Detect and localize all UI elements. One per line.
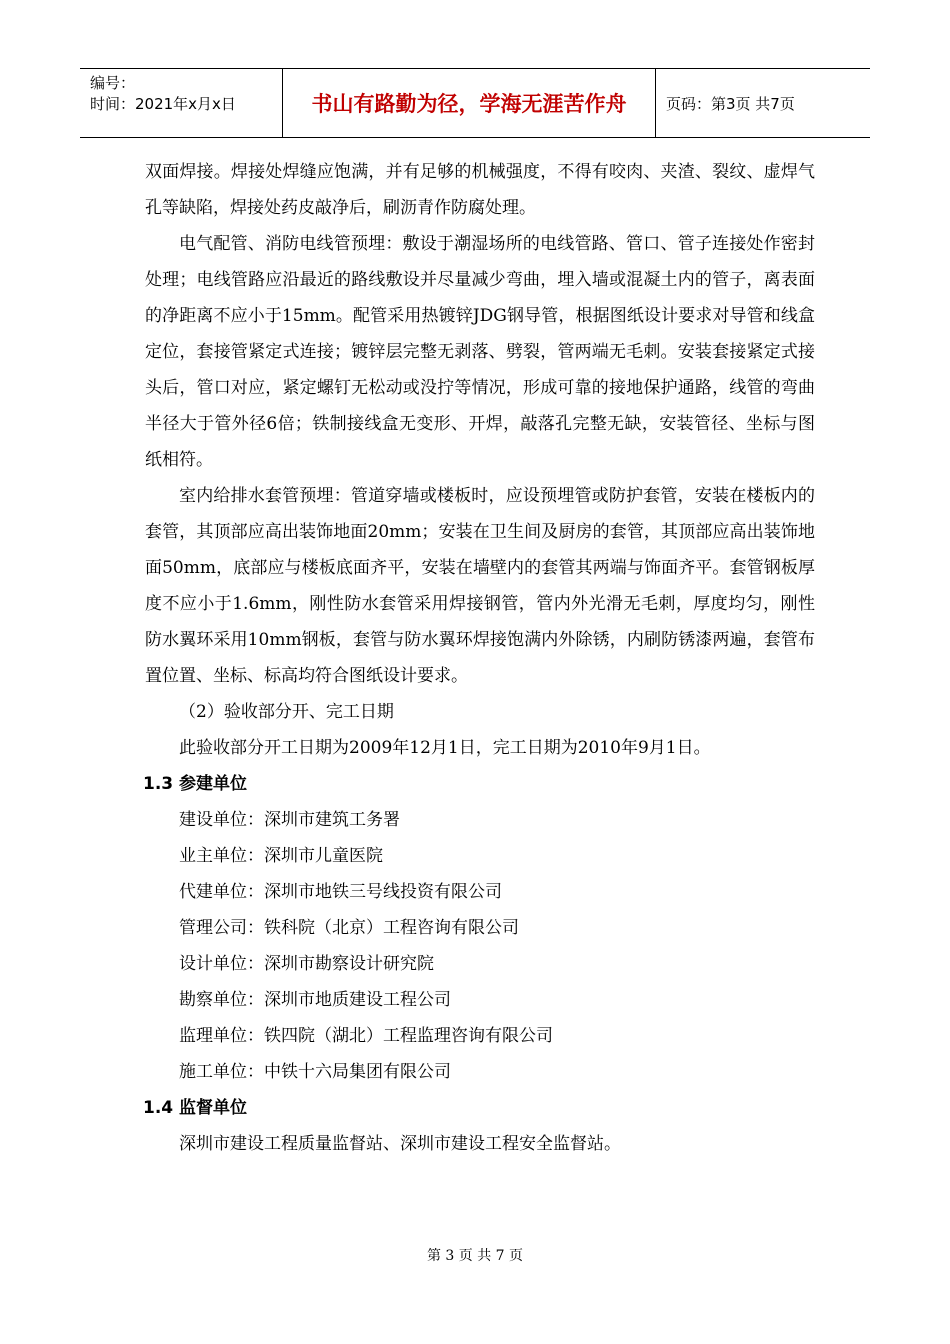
- participant-item: 建设单位：深圳市建筑工务署: [179, 810, 400, 830]
- paragraph-acceptance-dates: 此验收部分开工日期为2009年12月1日，完工日期为2010年9月1日。: [179, 738, 711, 758]
- header-motto: 书山有路勤为径，学海无涯苦作舟: [282, 69, 656, 137]
- paragraph-electrical-conduit: 电气配管、消防电线管预埋：敷设于潮湿场所的电线管路、管口、管子连接处作密封处理；电线管路应沿最近的路线敷设并尽量减少弯曲，埋入墙或混凝土内的管子，离表面的净距离不应小于15mm。配管采用热镀锌JDG钢导管，根据图纸设计要求对导管和线盒定位，套接管紧定式连接；镀锌层完整无剥落、劈裂，管两端无毛刺。安装套接紧定式接头后，管口对应，紧定螺钉无松动或没拧等情况，形成可靠的接地保护通路，线管的弯曲半径大于管外径6倍；铁制接线盒无变形、开焊，敲落孔完整无缺，安装管径、坐标与图纸相符。: [145, 234, 815, 470]
- doc-number-label: 编号：: [90, 74, 136, 92]
- page-header: [80, 68, 870, 138]
- paragraph-acceptance-dates-heading: （2）验收部分开、完工日期: [179, 702, 394, 722]
- header-page-info: 页码：第3页 共7页: [666, 94, 795, 113]
- participant-item: 管理公司：铁科院（北京）工程咨询有限公司: [179, 918, 519, 938]
- paragraph-welding: 双面焊接。焊接处焊缝应饱满，并有足够的机械强度，不得有咬肉、夹渣、裂纹、虚焊气孔等缺陷，焊接处药皮敲净后，刷沥青作防腐处理。: [145, 162, 815, 218]
- participant-item: 业主单位：深圳市儿童医院: [179, 846, 383, 866]
- participant-item: 设计单位：深圳市勘察设计研究院: [179, 954, 434, 974]
- doc-time-label: 时间：2021年x月x日: [90, 95, 236, 113]
- header-meta: [80, 69, 282, 137]
- supervision-text: 深圳市建设工程质量监督站、深圳市建设工程安全监督站。: [179, 1134, 621, 1154]
- section-heading-participants: 1.3 参建单位: [143, 774, 248, 794]
- participant-item: 勘察单位：深圳市地质建设工程公司: [179, 990, 451, 1010]
- document-body: [145, 154, 815, 1162]
- paragraph-drainage-sleeve: 室内给排水套管预埋：管道穿墙或楼板时，应设预埋管或防护套管，安装在楼板内的套管，其顶部应高出装饰地面20mm；安装在卫生间及厨房的套管，其顶部应高出装饰地面50mm，底部应与楼板底面齐平，安装在墙壁内的套管其两端与饰面齐平。套管钢板厚度不应小于1.6mm，刚性防水套管采用焊接钢管，管内外光滑无毛刺，厚度均匀，刚性防水翼环采用10mm钢板，套管与防水翼环焊接饱满内外除锈，内刷防锈漆两遍，套管布置位置、坐标、标高均符合图纸设计要求。: [145, 486, 815, 686]
- participant-item: 代建单位：深圳市地铁三号线投资有限公司: [179, 882, 502, 902]
- participant-item: 监理单位：铁四院（湖北）工程监理咨询有限公司: [179, 1026, 553, 1046]
- page-footer: 第 3 页 共 7 页: [426, 1248, 524, 1264]
- participant-item: 施工单位：中铁十六局集团有限公司: [179, 1062, 451, 1082]
- section-heading-supervision: 1.4 监督单位: [143, 1098, 248, 1118]
